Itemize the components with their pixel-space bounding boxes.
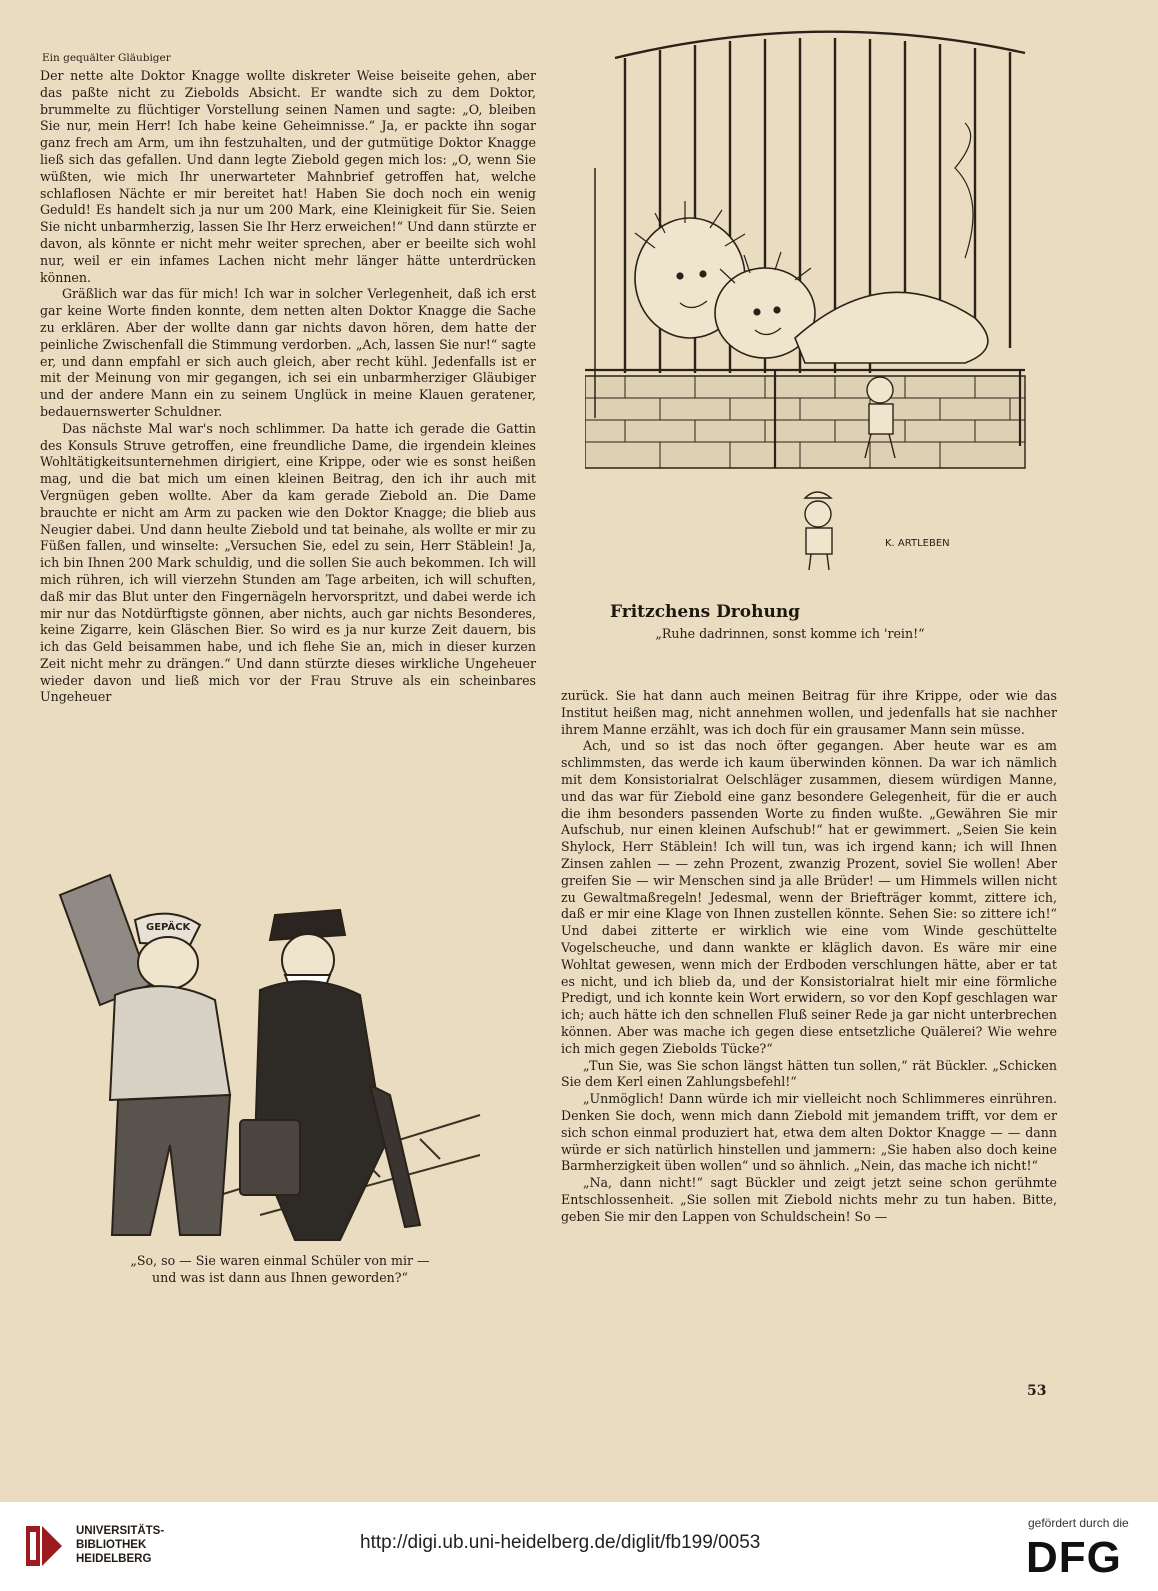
artist-signature: K. ARTLEBEN (885, 538, 950, 549)
paragraph: „Tun Sie, was Sie schon längst hätten tun sollen,“ rät Bückler. „Schicken Sie dem Kerl einen Zahlungsbefehl!“ (561, 1057, 1057, 1090)
cartoon-quote: „Ruhe dadrinnen, sonst komme ich 'rein!“ (655, 626, 925, 641)
paragraph: „Unmöglich! Dann würde ich mir vielleicht noch Schlimmeres einrühren. Denken Sie doch, wenn mich dann Ziebold mit jemandem trifft, vor dem er sich schon einmal produziert hat, etwa dem alten Doktor Knagge — — dann würde er sich natürlich hinstellen und jammern: „Sie haben also doch keine Barmherzigkeit üben wollen“ und so ähnlich. „Nein, das mache ich nicht!“ (561, 1091, 1057, 1174)
lion-cage-illustration (585, 18, 1055, 588)
cartoon-caption (60, 1252, 500, 1286)
permalink-url[interactable]: http://digi.ub.uni-heidelberg.de/diglit/fb199/0053 (360, 1532, 761, 1553)
right-text-column (561, 688, 1057, 1226)
cap-lettering: GEPÄCK (146, 922, 191, 933)
digitization-footer (0, 1502, 1158, 1591)
caption-line: und was ist dann aus Ihnen geworden?“ (152, 1270, 408, 1285)
library-name (76, 1524, 164, 1566)
university-library-logo-icon (22, 1520, 66, 1572)
porter-professor-illustration (40, 865, 510, 1245)
paragraph: Ach, und so ist das noch öfter gegangen. Aber heute war es am schlimmsten, das werde ich kaum überwinden können. Da war ich nämlich mit dem Konsistorialrat Oelschläger zusammen, diesem würdigen Manne, und das war für Ziebold eine ganz besondere Gelegenheit, für die er auch die ihm besonders passenden Worte zu finden wußte. „Gewähren Sie mir Aufschub, nur einen kleinen Aufschub!“ hat er gewimmert. „Seien Sie kein Shylock, Herr Stäblein! Ich will tun, was ich irgend kann; ich will Ihnen Zinsen zahlen — — zehn Prozent, zwanzig Prozent, soviel Sie wollen! Aber greifen Sie — wir Menschen sind ja alle Brüder! — um Himmels willen nicht zu Gewaltmaßregeln! Jedesmal, wenn der Briefträger kommt, zittere ich, daß er mir eine Klage von Ihnen zustellen könnte. Sehen Sie: so zittere ich!“ Und dabei zitterte er wirklich wie eine vom Winde geschüttelte Vogelscheuche, und dann wankte er kläglich davon. Es wäre mir eine Wohltat gewesen, wenn mich der Erdboden verschlungen hätte, aber er tat es nicht, und ich blieb da, und der Konsistorialrat hielt mir eine förmliche Predigt, und ich konnte kein Wort erwidern, so vor den Kopf geschlagen war ich; auch hätte ich den schnellen Fluß seiner Rede ja gar nicht unterbrechen können. Aber was mache ich gegen diese entsetzliche Quälerei? Wie wehre ich mich gegen Ziebolds Tücke?“ (561, 738, 1057, 1056)
funding-label: gefördert durch die (1028, 1516, 1129, 1530)
dfg-logo: DFG (1026, 1533, 1122, 1582)
left-text-column (40, 68, 536, 706)
paragraph: „Na, dann nicht!“ sagt Bückler und zeigt jetzt seine schon gerühmte Entschlossenheit. „Sie sollen mit Ziebold nichts mehr zu tun haben. Bitte, geben Sie mir den Lappen von Schuldschein! So — (561, 1175, 1057, 1224)
paragraph: Das nächste Mal war's noch schlimmer. Da hatte ich gerade die Gattin des Konsuls Struve getroffen, eine freundliche Dame, die irgendein kleines Wohltätigkeitsunternehmen dirigiert, eine Krippe, oder wie es sonst heißen mag, und die bat mich um einen kleinen Beitrag, den ich ihr auch mit Vergnügen geben wollte. Aber da kam gerade Ziebold an. Die Dame brauchte er nicht am Arm zu packen wie den Doktor Knagge; die blieb aus Neugier dabei. Und dann heulte Ziebold und tat beinahe, als wollte er mir zu Füßen fallen, und winselte: „Versuchen Sie, edel zu sein, Herr Stäblein! Ja, ich bin Ihnen 200 Mark schuldig, und die sollen Sie auch bekommen. Ich will mich rühren, ich will vierzehn Stunden am Tage arbeiten, ich will schuften, daß mir das Blut unter den Fingernägeln hervorspritzt, und dabei werde ich mir nur das Notdürftigste gönnen, aber nichts, auch gar nichts Besonderes, keine Zigarre, kein Gläschen Bier. So wird es ja nur kurze Zeit dauern, bis ich das Geld beisammen habe, und ich flehe Sie an, mich in dieser kurzen Zeit nicht mehr zu drängen.“ Und dann stürzte dieses wirkliche Ungeheuer wieder davon und ließ mich vor der Frau Struve als ein scheinbares Ungeheuer (40, 420, 536, 705)
caption-line: „So, so — Sie waren einmal Schüler von mir — (130, 1253, 430, 1268)
paragraph: Der nette alte Doktor Knagge wollte diskreter Weise beiseite gehen, aber das paßte nicht zu Ziebolds Absicht. Er wandte sich zu dem Doktor, brummelte zu flüchtiger Vorstellung seinen Namen und sagte: „O, bleiben Sie nur, mein Herr! Ich habe keine Geheimnisse.“ Ja, er packte ihn sogar ganz frech am Arm, um ihn festzuhalten, und der gutmütige Doktor Knagge ließ sich das gefallen. Und dann legte Ziebold gegen mich los: „O, wenn Sie wüßten, wie mich Ihr unerwarteter Mahnbrief getroffen hat, welche schlaflosen Nächte er mir bereitet hat! Haben Sie doch noch ein wenig Geduld! Es handelt sich ja nur um 200 Mark, eine Kleinigkeit für Sie. Seien Sie nicht unbarmherzig, lassen Sie Ihr Herz erweichen!“ Und dann stürzte er davon, als könnte er nicht mehr weiter sprechen, aber er beeilte sich wohl nur, weil er ein infames Lachen nicht mehr länger hätte unterdrücken können. (40, 68, 536, 285)
paragraph: zurück. Sie hat dann auch meinen Beitrag für ihre Krippe, oder wie das Institut heißen mag, nicht annehmen wollen, und jedenfalls hat sie nachher ihrem Manne erzählt, was ich doch für ein grausamer Mann sein müsse. (561, 688, 1057, 737)
running-head: Ein gequälter Gläubiger (42, 52, 171, 64)
library-name-line: UNIVERSITÄTS- (76, 1525, 165, 1537)
page-number: 53 (1027, 1383, 1047, 1399)
cartoon-title: Fritzchens Drohung (610, 602, 801, 622)
paragraph: Gräßlich war das für mich! Ich war in solcher Verlegenheit, daß ich erst gar keine Worte finden konnte, dem netten alten Doktor Knagge die Sache zu erklären. Aber der wollte dann gar nichts davon hören, dem hatte der peinliche Zwischenfall die Stimmung verdorben. „Ach, lassen Sie nur!“ sagte er, und dann empfahl er sich auch gleich, aber recht kühl. Jedenfalls ist er mit der Meinung von mir gegangen, ich sei ein unbarmherziger Gläubiger und der andere Mann ein zu seinem Unglück in meine Klauen geratener, bedauernswerter Schuldner. (40, 286, 536, 419)
library-name-line: BIBLIOTHEK (76, 1539, 147, 1551)
library-name-line: HEIDELBERG (76, 1553, 152, 1565)
